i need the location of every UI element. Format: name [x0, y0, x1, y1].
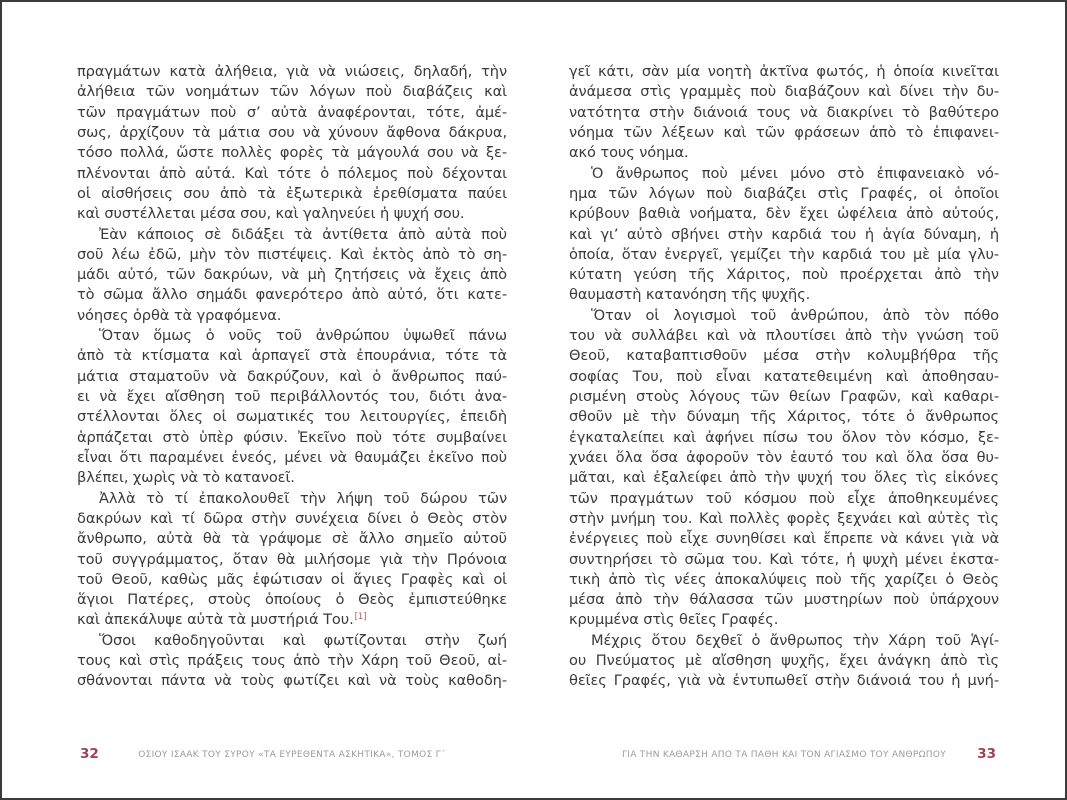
text-line: ἀπὸ τὰ κτίσματα καὶ ἁρπαγεῖ στὰ ἐπουράνια, τότε τὰ [77, 347, 507, 365]
text-line: σοῦ λέω ἐδῶ, μὴν τὸν πιστέψεις. Καὶ ἐκτὸς ἀπὸ τὸ ση- [77, 245, 507, 263]
text-line: νατότητα στὴν διάνοιά τους νὰ διακρίνει τὸ βαθύτερο [569, 103, 999, 121]
text-line: τῶν πραγμάτων τοῦ κόσμου ποὺ εἶχε ἀποθηκευμένες [569, 489, 999, 507]
text-line: κρύβουν βαθιὰ νοήματα, δὲν ἔχει ὠφέλεια ἀπὸ αὐτούς, [569, 205, 999, 223]
text-line: Θεοῦ, καταβαπτισθοῦν μέσα στὴν κολυμβήθρα τῆς [569, 347, 999, 365]
text-line: κύτατη γεύση τῆς Χάριτος, ποὺ προέρχεται ἀπὸ τὴν [569, 266, 999, 284]
text-line: μάδι αὐτό, τῶν δακρύων, νὰ μὴ ζητήσεις νὰ ἔχεις ἀπὸ [77, 266, 507, 284]
text-line: ου Πνεύματος μὲ αἴσθηση ψυχῆς, ἔχει ἀνάγκη ἀπὸ τὶς [569, 652, 999, 670]
text-line: γεῖ κάτι, σὰν μία νοητὴ ἀκτῖνα φωτός, ἡ ὁποία κινεῖται [569, 63, 999, 80]
text-line: Ὅσοι καθοδηγοῦνται καὶ φωτίζονται στὴν ζωή [99, 631, 507, 649]
text-line: σθοῦν μὲ τὴν δύναμη τῆς Χάριτος, τότε ὁ ἄνθρωπος [569, 408, 999, 426]
text-line: στὴν μνήμη του. Καὶ πολλὲς φορὲς ξεχνάει καὶ αὐτὲς τὶς [569, 509, 999, 527]
text-line: τοῦ Θεοῦ, καθὼς μᾶς ἐφώτισαν οἱ ἅγιες Γραφὲς καὶ οἱ [77, 570, 507, 588]
text-line: ἐνέργειες ποὺ εἶχε συνηθίσει καὶ ἔπρεπε νὰ κάνει γιὰ νὰ [569, 530, 999, 548]
text-line: ἀνάμεσα στὶς γραμμὲς ποὺ διαβάζουν καὶ δίνει τὴν δυ- [569, 83, 999, 101]
text-line: θεῖες Γραφές, γιὰ νὰ ἐντυπωθεῖ στὴν διάνοιά του ἡ μνή- [569, 672, 999, 690]
text-line: συντηρήσει τὸ σῶμα του. Καὶ τότε, ἡ ψυχὴ μένει ἐκστα- [569, 550, 999, 568]
text-line: Ὅταν οἱ λογισμοὶ τοῦ ἀνθρώπου, ἀπὸ τὸν πόθο [591, 306, 999, 324]
text-line: θαυμαστὴ κατανόηση τῆς ψυχῆς. [569, 286, 811, 304]
text-line: δακρύων καὶ τί δῶρα στὴν συνέχεια δίνει ὁ Θεὸς στὸν [77, 509, 507, 527]
text-line: νόημα τῶν λέξεων καὶ τῶν φράσεων ἀπὸ τὸ ἐπιφανει- [569, 123, 999, 141]
text-line: τὸ σῶμα ἄλλο σημάδι φανερότερο ἀπὸ αὐτό, ὅτι κατε- [77, 286, 507, 304]
text-line: σθάνονται πάντα νὰ τοὺς φωτίζει καὶ νὰ τοὺς καθοδη- [77, 672, 507, 690]
text-line: τους καὶ στὶς πράξεις τους ἀπὸ τὴν Χάρη τοῦ Θεοῦ, αἰ- [77, 652, 507, 670]
text-line: καὶ συστέλλεται μέσα σου, καὶ γαληνεύει ἡ ψυχή σου. [77, 205, 465, 223]
text-line: ἀλήθεια τῶν νοημάτων τῶν λόγων ποὺ διαβάζεις καὶ [77, 83, 507, 101]
right-page-footer [569, 746, 999, 764]
text-line: Ἀλλὰ τὸ τί ἐπακολουθεῖ τὴν λήψη τοῦ δώρου τῶν [99, 489, 507, 507]
text-line: χνάει ὅλα ὅσα ἀφοροῦν τὸν ἑαυτό του καὶ ὅλα ὅσα θυ- [569, 448, 999, 466]
text-line: ημα τῶν λόγων ποὺ διαβάζει στὶς Γραφές, οἱ ὁποῖοι [569, 184, 999, 202]
left-page-text-column [77, 62, 507, 692]
right-page-text-column [569, 62, 999, 692]
text-line: εἶναι ὅτι παραμένει ἐνεός, μένει νὰ θαυμάζει ἐκεῖνο ποὺ [77, 448, 507, 466]
text-line: τοῦ συγγράμματος, ὅταν θὰ μιλήσομε γιὰ τὴν Πρόνοια [77, 550, 507, 568]
text-line: ακό τους νόημα. [569, 144, 689, 162]
text-line: σως, ἀρχίζουν τὰ μάτια σου νὰ χύνουν ἄφθονα δάκρυα, [77, 123, 507, 141]
text-line: ἅγιοι Πατέρες, στοὺς ὁποίους ὁ Θεὸς ἐμπιστεύθηκε [77, 591, 507, 609]
text-line: μέσα ἀπὸ τὴν θάλασσα τῶν μυστηρίων ποὺ ὑπάρχουν [569, 591, 999, 609]
page-number-left: 32 [80, 746, 99, 762]
left-page-footer [77, 746, 507, 764]
page-number-right: 33 [977, 746, 996, 762]
text-line: καὶ γι’ αὐτὸ σβήνει στὴν καρδιά του ἡ ἁγία δύναμη, ἡ [569, 225, 999, 243]
text-line: βλέπει, χωρὶς νὰ τὸ κατανοεῖ. [77, 469, 295, 487]
text-line: ἄνθρωπο, αὐτὰ θὰ τὰ γράψομε σὲ ἄλλο σημεῖο αὐτοῦ [77, 530, 507, 548]
running-title-right: ΓΙΑ ΤΗΝ ΚΑΘΑΡΣΗ ΑΠΟ ΤΑ ΠΑΘΗ ΚΑΙ ΤΟΝ ΑΓΙΑΣΜΟ ΤΟΥ ΑΝΘΡΩΠΟΥ [621, 750, 947, 760]
text-line: οἱ αἰσθήσεις σου ἀπὸ τὰ ἐξωτερικὰ ἐρεθίσματα παύει [77, 184, 507, 202]
text-line: σοφίας Του, ποὺ εἶναι κατατεθειμένη καὶ ἀποθησαυ- [569, 367, 999, 385]
footnote-ref[interactable]: [1] [354, 611, 367, 622]
text-line: Μέχρις ὅτου δεχθεῖ ὁ ἄνθρωπος τὴν Χάρη τοῦ Ἁγί- [591, 631, 999, 649]
text-line: Ἐὰν κάποιος σὲ διδάξει τὰ ἀντίθετα ἀπὸ αὐτὰ ποὺ [99, 225, 507, 243]
running-title-left: ΟΣΙΟΥ ΙΣΑΑΚ ΤΟΥ ΣΥΡΟΥ «ΤΑ ΕΥΡΕΘΕΝΤΑ ΑΣΚΗΤΙΚΑ», ΤΟΜΟΣ Γ΄ [138, 750, 446, 760]
text-line: ει νὰ ἔχει αἴσθηση τοῦ περιβάλλοντός του, διότι ἀνα- [77, 388, 507, 405]
text-line: πλένονται ἀπὸ αὐτά. Καὶ τότε ὁ πόλεμος ποὺ δέχονται [77, 164, 507, 182]
text-line: ἐγκαταλείπει καὶ ἀφήνει πίσω του ὅλον τὸν κόσμο, ξε- [569, 428, 999, 446]
text-line: τῶν πραγμάτων ποὺ σ’ αὐτὰ ἀναφέρονται, τότε, ἀμέ- [77, 103, 507, 121]
text-line: του νὰ συλλάβει καὶ νὰ πλουτίσει ἀπὸ τὴν γνώση τοῦ [569, 327, 999, 345]
text-line: Ὁ ἄνθρωπος ποὺ μένει μόνο στὸ ἐπιφανειακὸ νό- [591, 164, 999, 182]
text-line: μάτια σταματοῦν νὰ δακρύζουν, καὶ ὁ ἄνθρωπος παύ- [77, 367, 507, 385]
text-line: νόησες ὀρθὰ τὰ γραφόμενα. [77, 306, 282, 324]
text-line: στέλλονται ὅλες οἱ σωματικές του λειτουργίες, ἐπειδὴ [77, 408, 507, 426]
text-line: Ὅταν ὅμως ὁ νοῦς τοῦ ἀνθρώπου ὑψωθεῖ πάνω [99, 327, 507, 345]
text-line: κρυμμένα στὶς θεῖες Γραφές. [569, 611, 779, 629]
text-line: καὶ ἀπεκάλυψε αὐτὰ τὰ μυστήριά Του.[1] [77, 611, 367, 629]
text-line: πραγμάτων κατὰ ἀλήθεια, γιὰ νὰ νιώσεις, δηλαδή, τὴν [77, 63, 507, 80]
text-line: τόσο πολλά, ὥστε πολλὲς φορὲς τὰ μάγουλά σου νὰ ξε- [77, 144, 507, 162]
text-line: ὁποία, ὅταν ἐνεργεῖ, γεμίζει τὴν καρδιά του μὲ μία γλυ- [569, 245, 999, 263]
text-line: τικὴ ἀπὸ τὶς νέες ἀποκαλύψεις ποὺ τῆς χαρίζει ὁ Θεὸς [569, 570, 999, 588]
text-line: ρισμένη στοὺς λόγους τῶν θείων Γραφῶν, καὶ καθαρι- [569, 388, 999, 405]
text-line: ἁρπάζεται στὸ ὑπὲρ φύσιν. Ἐκεῖνο ποὺ τότε συμβαίνει [77, 428, 507, 446]
text-line: μᾶται, καὶ ἐξαλείφει ἀπὸ τὴν ψυχή του ὅλες τὶς εἰκόνες [569, 469, 999, 487]
